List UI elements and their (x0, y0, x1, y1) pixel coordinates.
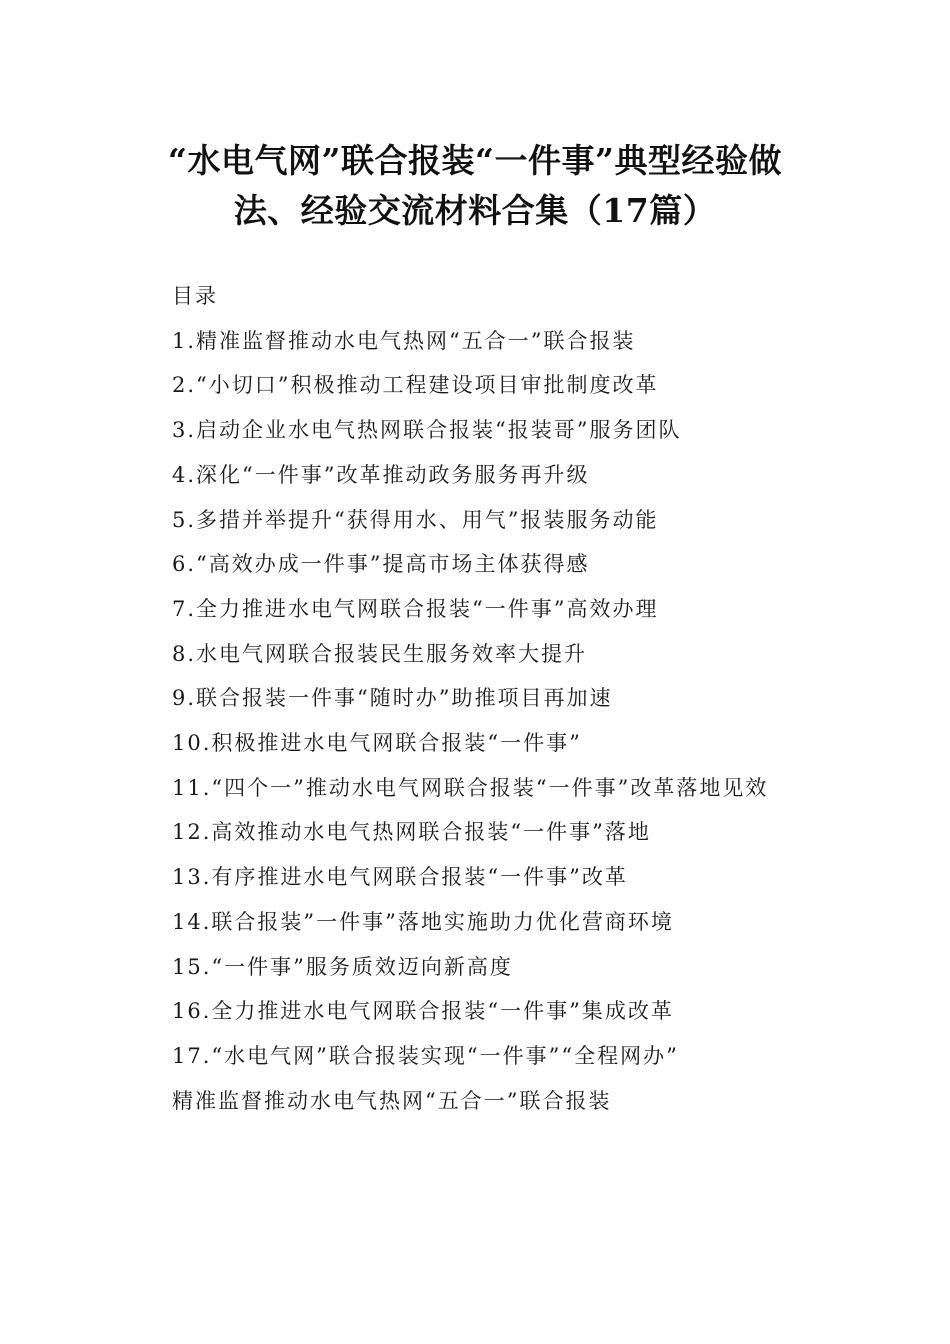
toc-item: 4.深化“一件事”改革推动政务服务再升级 (172, 462, 590, 487)
toc-item: 1.精准监督推动水电气热网“五合一”联合报装 (172, 328, 636, 353)
document-title (110, 136, 840, 236)
toc-item: 15.“一件事”服务质效迈向新高度 (172, 954, 513, 979)
table-of-contents (120, 274, 840, 1123)
document-title-line-1: “水电气网”联合报装“一件事”典型经验做 (168, 141, 782, 180)
toc-item: 16.全力推进水电气网联合报装“一件事”集成改革 (172, 999, 674, 1024)
toc-heading: 目录 (172, 284, 218, 308)
toc-list (120, 319, 840, 1079)
toc-item: 8.水电气网联合报装民生服务效率大提升 (172, 641, 588, 666)
toc-item: 9.联合报装一件事“随时办”助推项目再加速 (172, 686, 613, 711)
document-title-line-2: 法、经验交流材料合集（17篇） (233, 191, 717, 230)
toc-item: 12.高效推动水电气热网联合报装“一件事”落地 (172, 820, 651, 845)
toc-item: 11.“四个一”推动水电气网联合报装“一件事”改革落地见效 (172, 775, 769, 800)
toc-item: 14.联合报装”一件事”落地实施助力优化营商环境 (172, 909, 674, 934)
toc-item: 3.启动企业水电气热网联合报装“报装哥”服务团队 (172, 418, 682, 443)
toc-item: 10.积极推进水电气网联合报装“一件事” (172, 731, 582, 756)
first-section-title: 精准监督推动水电气热网“五合一”联合报装 (172, 1088, 612, 1113)
toc-item: 6.“高效办成一件事”提高市场主体获得感 (172, 552, 590, 577)
toc-item: 5.多措并举提升“获得用水、用气”报装服务动能 (172, 507, 659, 532)
toc-item: 7.全力推进水电气网联合报装“一件事”高效办理 (172, 596, 659, 621)
toc-item: 13.有序推进水电气网联合报装“一件事”改革 (172, 865, 628, 890)
toc-item: 17.“水电气网”联合报装实现“一件事”“全程网办” (172, 1043, 679, 1068)
toc-item: 2.“小切口”积极推动工程建设项目审批制度改革 (172, 373, 659, 398)
